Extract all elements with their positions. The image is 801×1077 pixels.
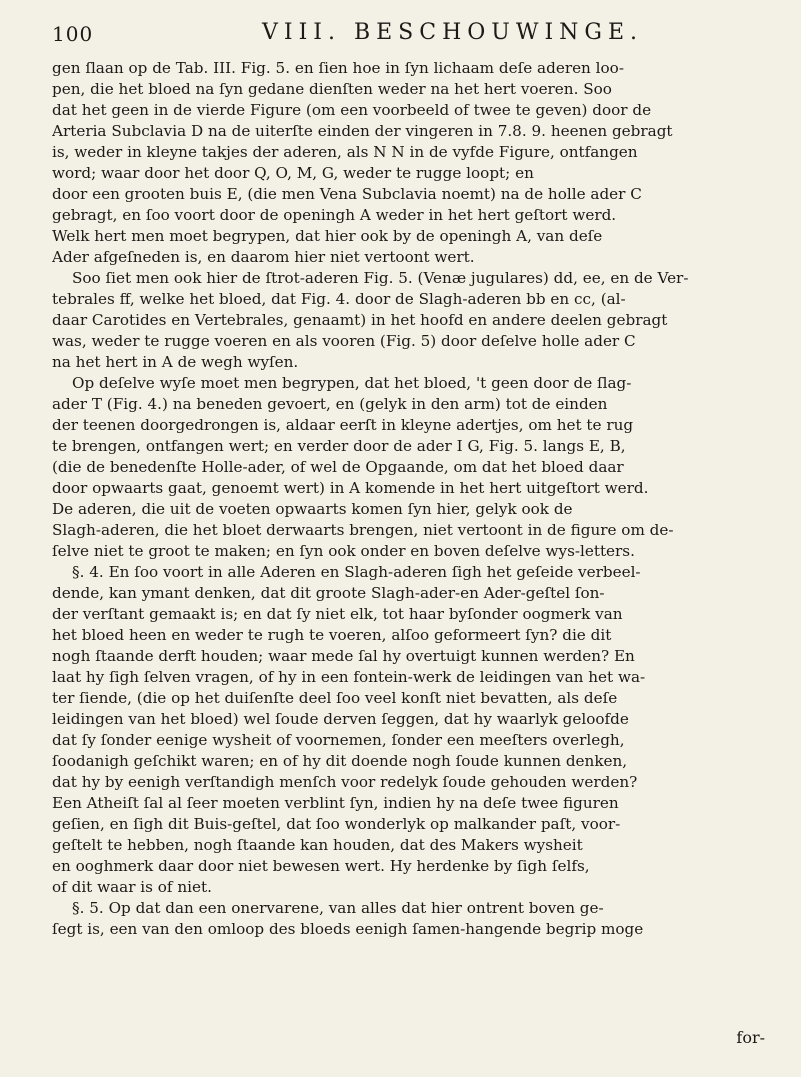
- text-line: pen, die het bloed na ſyn gedane dienſten weder na het hert voeren. Soo: [52, 80, 612, 98]
- text-line: laat hy ſigh ſelven vragen, of hy in een fontein-werk de leidingen van het wa-: [52, 668, 646, 686]
- text-line: geſien, en ſigh dit Buis-geſtel, dat ſoo wonderlyk op malkander paſt, voor-: [52, 815, 621, 833]
- text-line: ter ſiende, (die op het duiſenſte deel ſoo veel konſt niet bevatten, als deſe: [52, 689, 618, 707]
- text-line: tebrales ff, welke het bloed, dat Fig. 4. door de Slagh-aderen bb en cc, (al-: [52, 290, 626, 308]
- body-text: [52, 58, 768, 940]
- text-line: dat het geen in de vierde Figure (om een voorbeeld of twee te geven) door de: [52, 101, 652, 119]
- text-line: te brengen, ontfangen wert; en verder door de ader I G, Fig. 5. langs E, B,: [52, 437, 626, 455]
- text-line: word; waar door het door Q, O, M, G, weder te rugge loopt; en: [52, 164, 534, 182]
- text-line: Op deſelve wyſe moet men begrypen, dat het bloed, 't geen door de ſlag-: [72, 374, 632, 392]
- text-line: geſtelt te hebben, nogh ſtaande kan houden, dat des Makers wysheit: [52, 836, 583, 854]
- running-title: VIII. BESCHOUWINGE.: [262, 20, 644, 45]
- text-line: De aderen, die uit de voeten opwaarts komen ſyn hier, gelyk ook de: [52, 500, 573, 518]
- text-line: §. 5. Op dat dan een onervarene, van alles dat hier ontrent boven ge-: [72, 899, 604, 917]
- text-line: (die de benedenſte Holle-ader, of wel de Opgaande, om dat het bloed daar: [52, 458, 624, 476]
- text-line: na het hert in A de wegh wyſen.: [52, 353, 299, 371]
- page-header: [52, 18, 761, 58]
- text-line: door een grooten buis E, (die men Vena Subclavia noemt) na de holle ader C: [52, 185, 642, 203]
- text-line: ſegt is, een van den omloop des bloeds eenigh ſamen-hangende begrip moge: [52, 920, 644, 938]
- text-line: door opwaarts gaat, genoemt wert) in A komende in het hert uitgeſtort werd.: [52, 479, 649, 497]
- text-line: gen ſlaan op de Tab. III. Fig. 5. en ſien hoe in ſyn lichaam deſe aderen loo-: [52, 59, 624, 77]
- text-line: der teenen doorgedrongen is, aldaar eerſt in kleyne adertjes, om het te rug: [52, 416, 634, 434]
- text-line: was, weder te rugge voeren en als vooren (Fig. 5) door deſelve holle ader C: [52, 332, 636, 350]
- text-line: en ooghmerk daar door niet bewesen wert. Hy herdenke by ſigh ſelfs,: [52, 857, 590, 875]
- catchword: for-: [736, 1028, 765, 1047]
- text-line: Welk hert men moet begrypen, dat hier ook by de openingh A, van deſe: [52, 227, 603, 245]
- text-line: Slagh-aderen, die het bloet derwaarts brengen, niet vertoont in de figure om de-: [52, 521, 674, 539]
- text-line: §. 4. En ſoo voort in alle Aderen en Slagh-aderen ſigh het geſeide verbeel-: [72, 563, 641, 581]
- text-line: Een Atheiſt ſal al ſeer moeten verblint ſyn, indien hy na deſe twee figuren: [52, 794, 619, 812]
- text-line: dat ſy ſonder eenige wysheit of voornemen, ſonder een meeſters overlegh,: [52, 731, 625, 749]
- text-line: Arteria Subclavia D na de uiterſte einden der vingeren in 7.8. 9. heenen gebragt: [52, 122, 673, 140]
- text-line: Ader afgeſneden is, en daarom hier niet vertoont wert.: [52, 248, 475, 266]
- text-line: ſelve niet te groot te maken; en ſyn ook onder en boven deſelve wys-letters.: [52, 542, 635, 560]
- text-line: ſoodanigh geſchikt waren; en of hy dit doende nogh ſoude kunnen denken,: [52, 752, 628, 770]
- text-line: dat hy by eenigh verſtandigh menſch voor redelyk ſoude gehouden werden?: [52, 773, 638, 791]
- page-number: 100: [52, 22, 94, 46]
- text-line: het bloed heen en weder te rugh te voeren, alſoo geformeert ſyn? die dit: [52, 626, 612, 644]
- text-line: ader T (Fig. 4.) na beneden gevoert, en (gelyk in den arm) tot de einden: [52, 395, 608, 413]
- text-line: daar Carotides en Vertebrales, genaamt) in het hoofd en andere deelen gebragt: [52, 311, 668, 329]
- text-line: leidingen van het bloed) wel ſoude derven ſeggen, dat hy waarlyk geloofde: [52, 710, 629, 728]
- text-line: of dit waar is of niet.: [52, 878, 212, 896]
- text-line: is, weder in kleyne takjes der aderen, als N N in de vyfde Figure, ontfangen: [52, 143, 638, 161]
- text-line: Soo ſiet men ook hier de ſtrot-aderen Fig. 5. (Venæ jugulares) dd, ee, en de Ver-: [72, 269, 689, 287]
- text-line: nogh ſtaande derft houden; waar mede ſal hy overtuigt kunnen werden? En: [52, 647, 635, 665]
- text-line: gebragt, en ſoo voort door de openingh A weder in het hert geſtort werd.: [52, 206, 617, 224]
- text-line: der verſtant gemaakt is; en dat ſy niet elk, tot haar byſonder oogmerk van: [52, 605, 623, 623]
- text-line: dende, kan ymant denken, dat dit groote Slagh-ader-en Ader-geſtel ſon-: [52, 584, 605, 602]
